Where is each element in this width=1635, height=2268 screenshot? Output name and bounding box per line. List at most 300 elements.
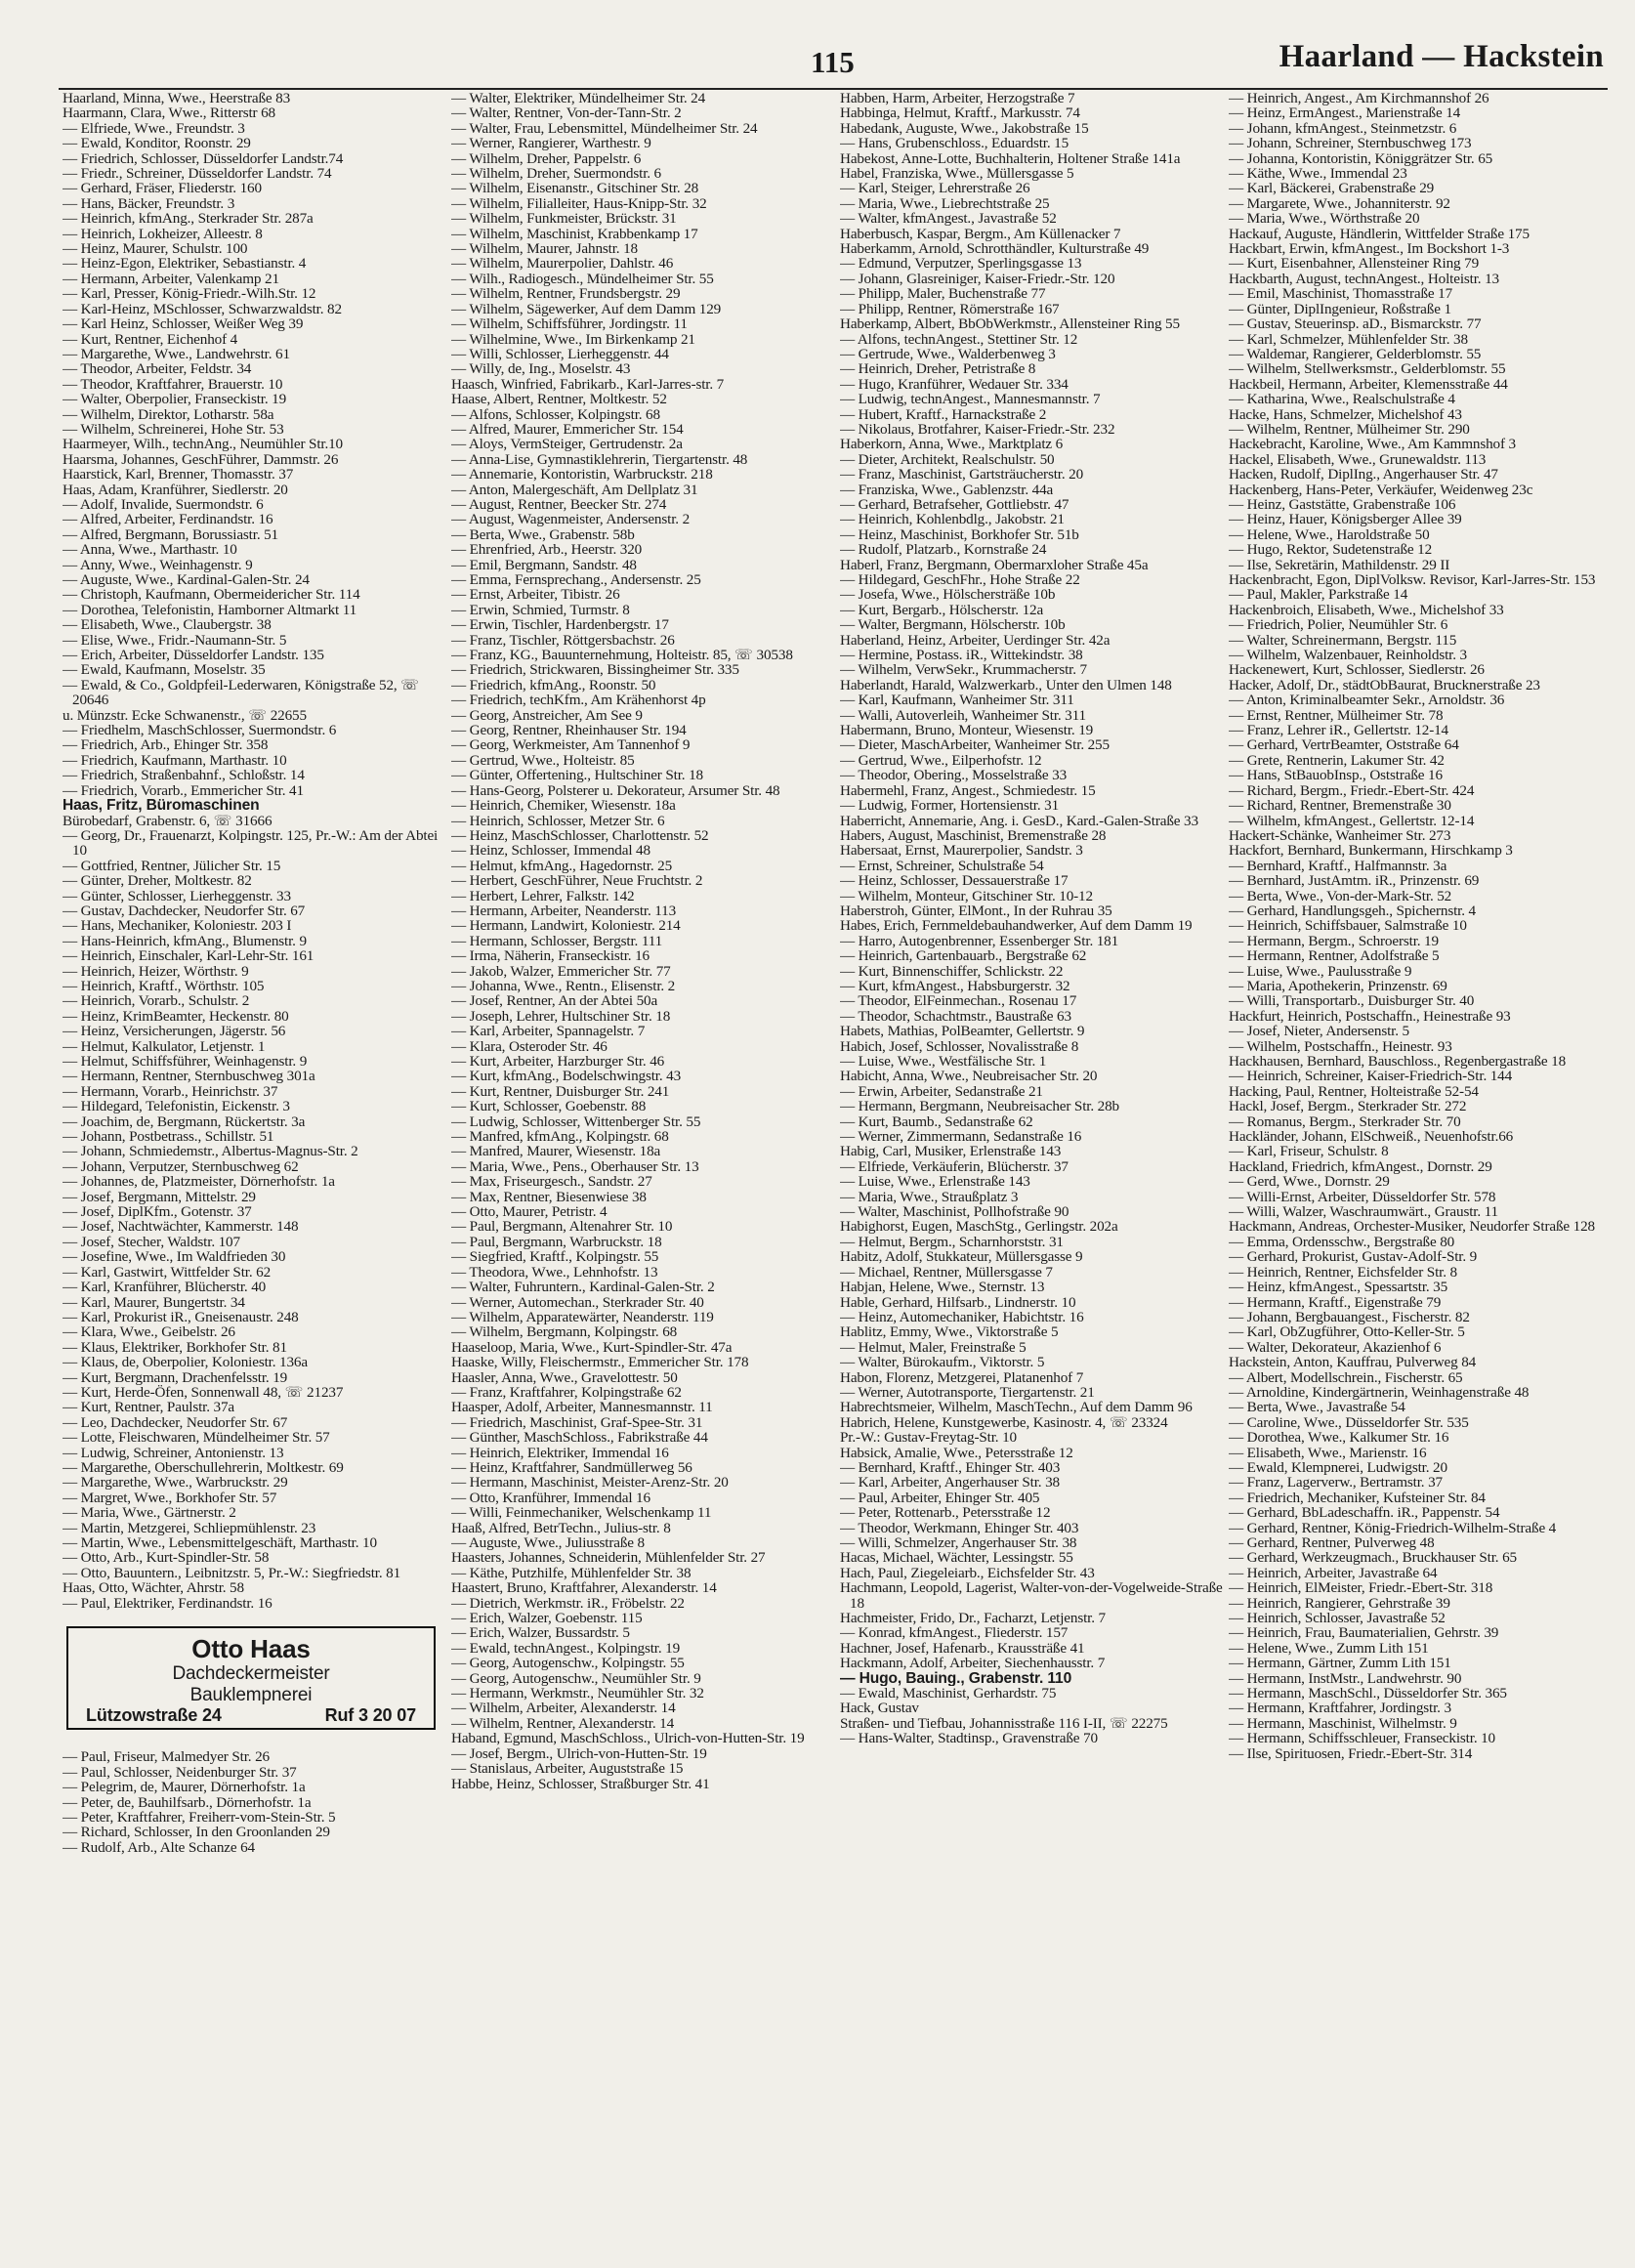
directory-entry: — Auguste, Wwe., Kardinal-Galen-Str. 24: [63, 572, 310, 588]
directory-entry: — Kurt, Rentner, Eichenhof 4: [63, 331, 238, 347]
directory-entry: — Elfriede, Verkäuferin, Blücherstr. 37: [840, 1158, 1069, 1175]
directory-entry: Hacas, Michael, Wächter, Lessingstr. 55: [840, 1550, 1073, 1566]
directory-entry: — Hans-Georg, Polsterer u. Dekorateur, Arsumer Str. 48: [451, 782, 780, 799]
directory-entry: Habbe, Heinz, Schlosser, Straßburger Str. 41: [451, 1776, 710, 1791]
directory-entry: — Johann, Verputzer, Sternbuschweg 62: [63, 1158, 299, 1175]
directory-entry: Habitz, Adolf, Stukkateur, Müllersgasse 9: [840, 1249, 1083, 1265]
directory-entry: — Maria, Wwe., Pens., Oberhauser Str. 13: [451, 1158, 699, 1175]
directory-entry: — Friedrich, Vorarb., Emmericher Str. 41: [63, 782, 304, 799]
directory-entry: — Ilse, Spirituosen, Friedr.-Ebert-Str. 314: [1229, 1745, 1473, 1762]
directory-entry: — Heinz, Maschinist, Borkhofer Str. 51b: [840, 526, 1079, 543]
directory-entry: — Emma, Ordensschw., Bergstraße 80: [1229, 1234, 1455, 1250]
directory-entry: — Paul, Makler, Parkstraße 14: [1229, 587, 1408, 603]
directory-entry: — Heinz, Versicherungen, Jägerstr. 56: [63, 1024, 286, 1039]
directory-entry: Habsick, Amalie, Wwe., Petersstraße 12: [840, 1445, 1073, 1460]
directory-entry: — Friedrich, Strickwaren, Bissingheimer Str. 335: [451, 662, 739, 678]
directory-entry: — Richard, Bergm., Friedr.-Ebert-Str. 424: [1229, 782, 1475, 799]
directory-entry: Hackenberg, Hans-Peter, Verkäufer, Weidenweg 23c: [1229, 482, 1533, 497]
directory-entry: Habon, Florenz, Metzgerei, Platanenhof 7: [840, 1369, 1084, 1385]
directory-entry: — Hermann, Landwirt, Koloniestr. 214: [451, 918, 681, 934]
directory-entry: — Hans, Mechaniker, Koloniestr. 203 I: [63, 918, 292, 934]
directory-entry: — Elise, Wwe., Fridr.-Naumann-Str. 5: [63, 632, 287, 649]
directory-entry: — Helmut, Maler, Freinstraße 5: [840, 1339, 1027, 1356]
directory-entry: — Katharina, Wwe., Realschulstraße 4: [1229, 392, 1455, 407]
directory-entry: Hackbart, Erwin, kfmAngest., Im Bockshort 1-3: [1229, 241, 1510, 257]
directory-entry: — Alfons, Schlosser, Kolpingstr. 68: [451, 406, 660, 422]
directory-entry: — Erich, Walzer, Goebenstr. 115: [451, 1611, 643, 1626]
directory-entry: Haberland, Heinz, Arbeiter, Uerdinger Str. 42a: [840, 632, 1111, 649]
directory-entry: — Hermann, InstMstr., Landwehrstr. 90: [1229, 1670, 1462, 1687]
directory-entry: — Wilhelmine, Wwe., Im Birkenkamp 21: [451, 331, 695, 347]
directory-entry: — Heinz, ErmAngest., Marienstraße 14: [1229, 105, 1461, 121]
directory-entry: — Joseph, Lehrer, Hultschiner Str. 18: [451, 1008, 671, 1025]
directory-entry: — Heinz, Gaststätte, Grabenstraße 106: [1229, 496, 1456, 513]
directory-entry: — Friedhelm, MaschSchlosser, Suermondstr. 6: [63, 723, 337, 738]
directory-entry: — Paul, Friseur, Malmedyer Str. 26: [63, 1749, 270, 1765]
directory-entry: — Dorothea, Telefonistin, Hamborner Altmarkt 11: [63, 602, 357, 618]
directory-entry: — Willi, Schlosser, Lierheggenstr. 44: [451, 346, 669, 362]
directory-entry: — Wilhelm, Stellwerksmstr., Gelderblomstr. 55: [1229, 361, 1506, 377]
directory-entry: Hable, Gerhard, Hilfsarb., Lindnerstr. 10: [840, 1294, 1076, 1310]
directory-entry: — Friedrich, Straßenbahnf., Schloßstr. 14: [63, 768, 305, 783]
directory-entry: Habrich, Helene, Kunstgewerbe, Kasinostr. 4, ☏ 23324: [840, 1414, 1168, 1431]
directory-entry: — Johann, Postbetrass., Schillstr. 51: [63, 1129, 274, 1145]
directory-entry: Habicht, Anna, Wwe., Neubreisacher Str. 20: [840, 1069, 1098, 1084]
directory-entry: — Hermann, Arbeiter, Valenkamp 21: [63, 271, 279, 287]
directory-entry: — Josef, Rentner, An der Abtei 50a: [451, 993, 658, 1009]
directory-entry: Habermann, Bruno, Monteur, Wiesenstr. 19: [840, 723, 1094, 738]
directory-entry: — Kurt, Rentner, Duisburger Str. 241: [451, 1083, 670, 1100]
directory-entry: Haasler, Anna, Wwe., Gravelottestr. 50: [451, 1369, 678, 1385]
directory-entry: — Ilse, Sekretärin, Mathildenstr. 29 II: [1229, 557, 1450, 572]
directory-entry: — Franziska, Wwe., Gablenzstr. 44a: [840, 482, 1054, 497]
directory-entry: — Heinrich, Dreher, Petristraße 8: [840, 361, 1036, 377]
directory-entry: — Gerhard, Werkzeugmach., Bruckhauser Str. 65: [1229, 1550, 1517, 1566]
directory-entry: — Maria, Wwe., Gärtnerstr. 2: [63, 1505, 236, 1521]
directory-entry: Hackl, Josef, Bergm., Sterkrader Str. 272: [1229, 1099, 1467, 1114]
directory-entry: Haas, Otto, Wächter, Ahrstr. 58: [63, 1580, 244, 1596]
directory-entry: — Walter, Maschinist, Pollhofstraße 90: [840, 1204, 1069, 1220]
directory-entry: — Hermann, Kraftf., Eigenstraße 79: [1229, 1294, 1442, 1310]
directory-entry: — Alfons, technAngest., Stettiner Str. 12: [840, 331, 1078, 347]
directory-entry: — Walter, Oberpolier, Franseckistr. 19: [63, 392, 287, 407]
directory-entry: — Johann, kfmAngest., Steinmetzstr. 6: [1229, 120, 1457, 137]
directory-entry: — Wilhelm, Dreher, Suermondstr. 6: [451, 166, 662, 182]
directory-entry: — Ewald, Konditor, Roonstr. 29: [63, 136, 251, 151]
directory-entry: — Hans-Heinrich, kfmAng., Blumenstr. 9: [63, 933, 307, 949]
directory-entry: — Josef, Bergm., Ulrich-von-Hutten-Str. 19: [451, 1745, 707, 1762]
directory-entry: — Emma, Fernsprechang., Andersenstr. 25: [451, 572, 701, 588]
directory-entry: Hackenbroich, Elisabeth, Wwe., Michelshof 33: [1229, 602, 1504, 618]
directory-entry: — Philipp, Rentner, Römerstraße 167: [840, 301, 1060, 317]
directory-entry: — Siegfried, Kraftf., Kolpingstr. 55: [451, 1249, 659, 1265]
page-header: [59, 37, 1608, 90]
directory-entry: Hackenewert, Kurt, Schlosser, Siedlerstr. 26: [1229, 662, 1485, 678]
directory-entry: — Heinrich, Elektriker, Immendal 16: [451, 1445, 669, 1460]
directory-entry: — Luise, Wwe., Paulusstraße 9: [1229, 963, 1412, 979]
directory-entry: — Heinz, kfmAngest., Spessartstr. 35: [1229, 1280, 1448, 1295]
directory-entry: — Gerhard, BbLadeschaffn. iR., Pappenstr. 54: [1229, 1505, 1500, 1521]
directory-entry: — Gertrud, Wwe., Eilperhofstr. 12: [840, 752, 1042, 769]
directory-entry: Haarmann, Clara, Wwe., Ritterstr 68: [63, 105, 275, 121]
directory-entry: — Otto, Kranführer, Immendal 16: [451, 1490, 650, 1506]
directory-entry: — Helene, Wwe., Haroldstraße 50: [1229, 526, 1430, 543]
directory-entry: Habich, Josef, Schlosser, Novalisstraße 8: [840, 1038, 1079, 1054]
directory-entry: — Hermann, Rentner, Adolfstraße 5: [1229, 948, 1440, 964]
directory-entry: — Johann, Schreiner, Sternbuschweg 173: [1229, 136, 1472, 151]
directory-entry: Hachmeister, Frido, Dr., Facharzt, Letjenstr. 7: [840, 1611, 1106, 1626]
directory-entry: — Rudolf, Arb., Alte Schanze 64: [63, 1839, 255, 1856]
directory-entry: — Paul, Bergmann, Warbruckstr. 18: [451, 1234, 662, 1250]
directory-entry: Straßen- und Tiefbau, Johannisstraße 116 I-II, ☏ 22275: [840, 1715, 1168, 1732]
directory-entry: — Theodor, ElFeinmechan., Rosenau 17: [840, 993, 1077, 1009]
directory-entry: — Friedrich, Kaufmann, Marthastr. 10: [63, 752, 287, 769]
directory-entry: — Arnoldine, Kindergärtnerin, Weinhagenstraße 48: [1229, 1384, 1530, 1401]
directory-entry: — Willi, Transportarb., Duisburger Str. 40: [1229, 993, 1475, 1009]
ad-title: Otto Haas: [191, 1634, 311, 1664]
directory-entry: — Josefa, Wwe., Hölschersträße 10b: [840, 587, 1056, 603]
directory-entry: Habes, Erich, Fernmeldebauhandwerker, Auf dem Damm 19: [840, 918, 1193, 934]
directory-entry: — Helmut, kfmAng., Hagedornstr. 25: [451, 858, 673, 874]
directory-entry: — Heinrich, Heizer, Wörthstr. 9: [63, 963, 249, 979]
directory-entry: — Theodor, Arbeiter, Feldstr. 34: [63, 361, 252, 377]
directory-entry: — Auguste, Wwe., Juliusstraße 8: [451, 1535, 645, 1551]
directory-entry: Hackbeil, Hermann, Arbeiter, Klemensstraße 44: [1229, 376, 1508, 393]
directory-entry: Haasper, Adolf, Arbeiter, Mannesmannstr. 11: [451, 1400, 713, 1415]
directory-entry: — Walli, Autoverleih, Wanheimer Str. 311: [840, 707, 1086, 724]
directory-entry: — Hermann, Schlosser, Bergstr. 111: [451, 933, 663, 949]
directory-entry: Haaseloop, Maria, Wwe., Kurt-Spindler-Str. 47a: [451, 1339, 733, 1356]
directory-entry: — Franz, KG., Bauunternehmung, Holteistr. 85, ☏ 30538: [451, 648, 793, 663]
directory-entry: — Heinz, Hauer, Königsberger Allee 39: [1229, 512, 1462, 527]
directory-entry: — Hermann, Arbeiter, Neanderstr. 113: [451, 903, 677, 919]
directory-entry: — Leo, Dachdecker, Neudorfer Str. 67: [63, 1414, 288, 1431]
directory-entry: — Friedr., Schreiner, Düsseldorfer Landstr. 74: [63, 166, 332, 182]
directory-entry: — Franz, Lehrer iR., Gellertstr. 12-14: [1229, 723, 1449, 738]
directory-entry: — Alfred, Maurer, Emmericher Str. 154: [451, 421, 684, 438]
directory-entry: — Franz, Kraftfahrer, Kolpingstraße 62: [451, 1384, 682, 1401]
directory-entry: — Heinz, Maurer, Schulstr. 100: [63, 241, 248, 257]
directory-entry: — Kurt, Schlosser, Goebenstr. 88: [451, 1099, 647, 1114]
directory-entry: — Hildegard, Telefonistin, Eickenstr. 3: [63, 1099, 290, 1114]
directory-entry: Haas, Adam, Kranführer, Siedlerstr. 20: [63, 482, 288, 497]
directory-entry: — Dieter, Architekt, Realschulstr. 50: [840, 451, 1055, 468]
directory-entry: — August, Rentner, Beecker Str. 274: [451, 496, 667, 513]
directory-entry: — Werner, Automechan., Sterkrader Str. 40: [451, 1294, 704, 1310]
directory-entry: — Gerhard, Fräser, Fliederstr. 160: [63, 181, 262, 196]
directory-entry: — Heinrich, Frau, Baumaterialien, Gehrstr. 39: [1229, 1625, 1499, 1641]
directory-entry: — Klara, Osteroder Str. 46: [451, 1038, 608, 1054]
directory-entry: — Hans, StBauobInsp., Oststraße 16: [1229, 768, 1443, 783]
directory-entry: Haberlandt, Harald, Walzwerkarb., Unter den Ulmen 148: [840, 677, 1172, 693]
directory-entry: — Karl, Bäckerei, Grabenstraße 29: [1229, 181, 1435, 196]
directory-entry: — Ludwig, Schlosser, Wittenberger Str. 55: [451, 1113, 701, 1130]
directory-entry: Hackland, Friedrich, kfmAngest., Dornstr. 29: [1229, 1158, 1492, 1175]
directory-entry: — Georg, Autogenschw., Kolpingstr. 55: [451, 1656, 685, 1671]
directory-entry: — Peter, de, Bauhilfsarb., Dörnerhofstr. 1a: [63, 1794, 312, 1811]
directory-entry: Habedank, Auguste, Wwe., Jakobstraße 15: [840, 120, 1089, 137]
directory-entry: — Heinz, KrimBeamter, Heckenstr. 80: [63, 1008, 289, 1025]
directory-entry: — Edmund, Verputzer, Sperlingsgasse 13: [840, 256, 1082, 272]
directory-entry: Hackbarth, August, technAngest., Holteistr. 13: [1229, 271, 1499, 287]
directory-entry: — Gerhard, VertrBeamter, Oststraße 64: [1229, 737, 1459, 753]
directory-entry: — Ewald, technAngest., Kolpingstr. 19: [451, 1640, 681, 1657]
directory-entry: — Hermann, Kraftfahrer, Jordingstr. 3: [1229, 1701, 1451, 1716]
directory-entry: Hachner, Josef, Hafenarb., Kraussträße 41: [840, 1640, 1085, 1657]
directory-entry: — Caroline, Wwe., Düsseldorfer Str. 535: [1229, 1414, 1469, 1431]
directory-entry: — Josef, Nachtwächter, Kammerstr. 148: [63, 1219, 299, 1235]
directory-entry: Habersaat, Ernst, Maurerpolier, Sandstr. 3: [840, 843, 1083, 859]
directory-entry: — Hermann, Bergm., Schroerstr. 19: [1229, 933, 1439, 949]
directory-entry: — Karl, Friseur, Schulstr. 8: [1229, 1144, 1389, 1159]
directory-entry: — Otto, Bauuntern., Leibnitzstr. 5, Pr.-W.: Siegfriedstr. 81: [63, 1565, 401, 1581]
directory-entry: — Georg, Autogenschw., Neumühler Str. 9: [451, 1670, 701, 1687]
directory-entry: — Gustav, Steuerinsp. aD., Bismarckstr. 77: [1229, 316, 1482, 332]
directory-entry: — Gerhard, Betrafseher, Gottliebstr. 47: [840, 496, 1069, 513]
directory-entry: — Karl, Arbeiter, Spannagelstr. 7: [451, 1024, 646, 1039]
directory-entry: — Emil, Maschinist, Thomasstraße 17: [1229, 286, 1453, 302]
directory-entry: — Heinrich, Kohlenbdlg., Jakobstr. 21: [840, 512, 1065, 527]
directory-entry: — Walter, Rentner, Von-der-Tann-Str. 2: [451, 105, 682, 121]
directory-entry: — Walter, kfmAngest., Javastraße 52: [840, 211, 1057, 227]
directory-entry: — Wilhelm, Funkmeister, Brückstr. 31: [451, 211, 677, 227]
directory-entry: — Lotte, Fleischwaren, Mündelheimer Str. 57: [63, 1430, 330, 1446]
directory-entry: — Wilhelm, Arbeiter, Alexanderstr. 14: [451, 1701, 676, 1716]
directory-entry: — Hermann, Vorarb., Heinrichstr. 37: [63, 1083, 278, 1100]
directory-entry: — Willi, Feinmechaniker, Welschenkamp 11: [451, 1505, 712, 1521]
directory-entry: — Hermann, Werkmstr., Neumühler Str. 32: [451, 1686, 704, 1701]
directory-entry: Hackauf, Auguste, Händlerin, Wittfelder Straße 175: [1229, 226, 1530, 242]
directory-entry: — Gottfried, Rentner, Jülicher Str. 15: [63, 858, 281, 874]
directory-entry: — Rudolf, Platzarb., Kornstraße 24: [840, 542, 1047, 558]
directory-entry: — Heinrich, Chemiker, Wiesenstr. 18a: [451, 798, 676, 814]
directory-entry: — Helene, Wwe., Zumm Lith 151: [1229, 1640, 1429, 1657]
directory-entry: — Heinz-Egon, Elektriker, Sebastianstr. 4: [63, 256, 307, 272]
directory-entry: — Karl, Steiger, Lehrerstraße 26: [840, 181, 1030, 196]
directory-entry: — Günter, Schlosser, Lierheggenstr. 33: [63, 888, 291, 903]
directory-entry: — Willi, Schmelzer, Angerhauser Str. 38: [840, 1535, 1077, 1551]
directory-entry: — Aloys, VermSteiger, Gertrudenstr. 2a: [451, 437, 683, 452]
directory-entry: — Hans-Walter, Stadtinsp., Gravenstraße 70: [840, 1731, 1098, 1746]
directory-entry: — Ludwig, Former, Hortensienstr. 31: [840, 798, 1060, 814]
directory-entry: — Hans, Bäcker, Freundstr. 3: [63, 195, 235, 212]
directory-entry: — Gerhard, Prokurist, Gustav-Adolf-Str. 9: [1229, 1249, 1478, 1265]
directory-entry: — Grete, Rentnerin, Lakumer Str. 42: [1229, 752, 1445, 769]
directory-entry: — Anton, Malergeschäft, Am Dellplatz 31: [451, 482, 698, 497]
directory-entry: Haarsma, Johannes, GeschFührer, Dammstr. 26: [63, 451, 339, 468]
directory-entry: — Heinrich, Angest., Am Kirchmannshof 26: [1229, 91, 1489, 106]
directory-entry: — Josef, Bergmann, Mittelstr. 29: [63, 1189, 256, 1205]
directory-entry: — Josef, DiplKfm., Gotenstr. 37: [63, 1204, 252, 1220]
directory-entry: — Alfred, Bergmann, Borussiastr. 51: [63, 526, 278, 543]
directory-entry: — Ludwig, Schreiner, Antonienstr. 13: [63, 1445, 284, 1460]
directory-entry: — Wilhelm, Direktor, Lotharstr. 58a: [63, 406, 274, 422]
directory-entry: — Friedrich, Maschinist, Graf-Spee-Str. 31: [451, 1414, 703, 1431]
directory-entry: — Richard, Schlosser, In den Groonlanden 29: [63, 1825, 330, 1840]
directory-entry: Haastert, Bruno, Kraftfahrer, Alexanderstr. 14: [451, 1580, 717, 1596]
directory-entry: — Kurt, Baumb., Sedanstraße 62: [840, 1113, 1033, 1130]
directory-entry: — Wilhelm, Monteur, Gitschiner Str. 10-12: [840, 888, 1093, 903]
directory-entry: — Waldemar, Rangierer, Gelderblomstr. 55: [1229, 346, 1482, 362]
directory-column-2: [451, 91, 834, 1855]
directory-entry: — Wilhelm, Maschinist, Krabbenkamp 17: [451, 226, 698, 242]
directory-entry: Haberstroh, Günter, ElMont., In der Ruhrau 35: [840, 903, 1112, 919]
directory-entry: — Josef, Nieter, Andersenstr. 5: [1229, 1024, 1409, 1039]
directory-entry: — Romanus, Bergm., Sterkrader Str. 70: [1229, 1113, 1461, 1130]
directory-entry: — Käthe, Wwe., Immendal 23: [1229, 166, 1407, 182]
directory-entry: — Theodor, Schachtmstr., Baustraße 63: [840, 1008, 1071, 1025]
directory-entry: Hacker, Adolf, Dr., städtObBaurat, Brucknerstraße 23: [1229, 677, 1540, 693]
directory-entry: — Wilhelm, Maurer, Jahnstr. 18: [451, 241, 638, 257]
directory-entry: — Günter, Offertening., Hultschiner Str. 18: [451, 768, 703, 783]
directory-entry: — Gerd, Wwe., Dornstr. 29: [1229, 1174, 1390, 1190]
directory-entry: — Heinrich, ElMeister, Friedr.-Ebert-Str. 318: [1229, 1580, 1493, 1596]
directory-entry: — Ludwig, technAngest., Mannesmannstr. 7: [840, 392, 1101, 407]
directory-entry: — Hermann, Gärtner, Zumm Lith 151: [1229, 1656, 1451, 1671]
directory-entry: — Hugo, Bauing., Grabenstr. 110: [840, 1670, 1072, 1687]
directory-entry: — Käthe, Putzhilfe, Mühlenfelder Str. 38: [451, 1565, 692, 1581]
directory-entry: — Harro, Autogenbrenner, Essenberger Str. 181: [840, 933, 1119, 949]
directory-entry: Habermehl, Franz, Angest., Schmiedestr. 15: [840, 782, 1096, 799]
directory-entry: — Heinrich, Vorarb., Schulstr. 2: [63, 993, 250, 1009]
directory-entry: — Ernst, Arbeiter, Tibistr. 26: [451, 587, 620, 603]
directory-entry: — Elisabeth, Wwe., Marienstr. 16: [1229, 1445, 1427, 1460]
ad-phone: Ruf 3 20 07: [324, 1705, 416, 1726]
directory-entry: — Paul, Arbeiter, Ehinger Str. 405: [840, 1490, 1040, 1506]
directory-entry: — Max, Friseurgesch., Sandstr. 27: [451, 1174, 652, 1190]
directory-entry: Haberl, Franz, Bergmann, Obermarxloher Straße 45a: [840, 557, 1149, 572]
directory-entry: — Maria, Wwe., Wörthstraße 20: [1229, 211, 1420, 227]
directory-column-4: [1229, 91, 1612, 1855]
directory-entry: Hackmann, Andreas, Orchester-Musiker, Neudorfer Straße 128: [1229, 1219, 1596, 1235]
directory-entry: — Maria, Wwe., Liebrechtstraße 25: [840, 195, 1050, 212]
directory-entry: — Maria, Wwe., Straußplatz 3: [840, 1189, 1019, 1205]
directory-entry: — Helmut, Kalkulator, Letjenstr. 1: [63, 1038, 266, 1054]
directory-entry: — Adolf, Invalide, Suermondstr. 6: [63, 496, 264, 513]
directory-entry: Habets, Mathias, PolBeamter, Gellertstr. 9: [840, 1024, 1085, 1039]
directory-entry: — Paul, Elektriker, Ferdinandstr. 16: [63, 1595, 272, 1612]
directory-entry: Hacke, Hans, Schmelzer, Michelshof 43: [1229, 406, 1462, 422]
directory-entry: — Karl, ObZugführer, Otto-Keller-Str. 5: [1229, 1324, 1465, 1340]
directory-entry: — Margarethe, Wwe., Landwehrstr. 61: [63, 346, 290, 362]
directory-entry: — Dietrich, Werkmstr. iR., Fröbelstr. 22: [451, 1595, 685, 1612]
directory-entry: — Berta, Wwe., Javastraße 54: [1229, 1400, 1405, 1415]
directory-entry: — Bernhard, Kraftf., Halfmannstr. 3a: [1229, 858, 1447, 874]
directory-entry: Haberkamm, Arnold, Schrotthändler, Kulturstraße 49: [840, 241, 1150, 257]
advertisement-box: [66, 1626, 436, 1730]
directory-entry: — Helmut, Bergm., Scharnhorststr. 31: [840, 1234, 1064, 1250]
directory-entry: Haaske, Willy, Fleischermstr., Emmericher Str. 178: [451, 1355, 749, 1370]
directory-entry: — Karl-Heinz, MSchlosser, Schwarzwaldstr. 82: [63, 301, 342, 317]
directory-entry: — Theodora, Wwe., Lehnhofstr. 13: [451, 1264, 658, 1281]
directory-entry: — Maria, Apothekerin, Prinzenstr. 69: [1229, 978, 1447, 994]
directory-entry: — Heinrich, kfmAng., Sterkrader Str. 287a: [63, 211, 314, 227]
directory-entry: — Wilh., Radiogesch., Mündelheimer Str. 55: [451, 271, 714, 287]
directory-column-3: [840, 91, 1223, 1855]
directory-entry: Haarstick, Karl, Brenner, Thomasstr. 37: [63, 467, 294, 483]
directory-entry: Haase, Albert, Rentner, Moltkestr. 52: [451, 392, 667, 407]
directory-entry: — Gerhard, Rentner, Pulverweg 48: [1229, 1535, 1435, 1551]
directory-entry: — Heinrich, Lokheizer, Alleestr. 8: [63, 226, 263, 242]
directory-entry: — Heinrich, Schlosser, Javastraße 52: [1229, 1611, 1446, 1626]
directory-entry: — Werner, Rangierer, Warthestr. 9: [451, 136, 651, 151]
directory-entry: — Kurt, kfmAngest., Habsburgerstr. 32: [840, 978, 1070, 994]
directory-entry: — Herbert, Lehrer, Falkstr. 142: [451, 888, 635, 903]
directory-entry: — Wilhelm, Rentner, Mülheimer Str. 290: [1229, 421, 1470, 438]
directory-entry: — Stanislaus, Arbeiter, Auguststraße 15: [451, 1761, 684, 1777]
directory-entry: — Ehrenfried, Arb., Heerstr. 320: [451, 542, 643, 558]
directory-entry: — Josef, Stecher, Waldstr. 107: [63, 1234, 240, 1250]
directory-entry: — Elfriede, Wwe., Freundstr. 3: [63, 120, 245, 137]
directory-entry: — Gertrude, Wwe., Walderbenweg 3: [840, 346, 1056, 362]
directory-entry: — Erwin, Schmied, Turmstr. 8: [451, 602, 630, 618]
directory-entry: — Walter, Bürokaufm., Viktorstr. 5: [840, 1355, 1045, 1370]
directory-entry: — Heinz, Schlosser, Immendal 48: [451, 843, 650, 859]
directory-entry: Haas, Fritz, Büromaschinen: [63, 798, 260, 814]
directory-entry: — Kurt, kfmAng., Bodelschwingstr. 43: [451, 1069, 682, 1084]
directory-entry: — Georg, Werkmeister, Am Tannenhof 9: [451, 737, 691, 753]
directory-entry: — Walter, Elektriker, Mündelheimer Str. 24: [451, 91, 706, 106]
directory-entry: Habig, Carl, Musiker, Erlenstraße 143: [840, 1144, 1062, 1159]
directory-entry: — Franz, Tischler, Röttgersbachstr. 26: [451, 632, 675, 649]
directory-entry: — Wilhelm, kfmAngest., Gellertstr. 12-14: [1229, 813, 1475, 828]
directory-entry: Hack, Gustav: [840, 1701, 919, 1716]
directory-entry: — Franz, Maschinist, Gartsträucherstr. 20: [840, 467, 1084, 483]
directory-entry: — Ernst, Schreiner, Schulstraße 54: [840, 858, 1044, 874]
directory-entry: Haasters, Johannes, Schneiderin, Mühlenfelder Str. 27: [451, 1550, 766, 1566]
directory-entry: Hacking, Paul, Rentner, Holteistraße 52-54: [1229, 1083, 1479, 1100]
directory-entry: — Werner, Zimmermann, Sedanstraße 16: [840, 1129, 1082, 1145]
directory-entry: — Erwin, Arbeiter, Sedanstraße 21: [840, 1083, 1043, 1100]
header-name-range: Haarland — Hackstein: [1279, 39, 1604, 74]
directory-entry: — Manfred, Maurer, Wiesenstr. 18a: [451, 1144, 661, 1159]
directory-entry: — Erwin, Tischler, Hardenbergstr. 17: [451, 617, 669, 633]
ad-address: Lützowstraße 24: [86, 1705, 222, 1726]
directory-entry: — Christoph, Kaufmann, Obermeidericher Str. 114: [63, 587, 360, 603]
directory-entry: — Margarethe, Wwe., Warbruckstr. 29: [63, 1475, 288, 1491]
directory-entry: — Heinrich, Rangierer, Gehrstraße 39: [1229, 1595, 1450, 1612]
directory-entry: Hach, Paul, Ziegeleiarb., Eichsfelder Str. 43: [840, 1565, 1095, 1581]
directory-entry: — Wilhelm, Postschaffn., Heinestr. 93: [1229, 1038, 1452, 1054]
directory-entry: — Martin, Wwe., Lebensmittelgeschäft, Marthastr. 10: [63, 1535, 377, 1551]
directory-entry: Hackfurt, Heinrich, Postschaffn., Heinestraße 93: [1229, 1008, 1511, 1025]
directory-entry: — Bernhard, Kraftf., Ehinger Str. 403: [840, 1459, 1061, 1476]
directory-entry: — Günter, DiplIngenieur, Roßstraße 1: [1229, 301, 1451, 317]
directory-entry: — Walter, Frau, Lebensmittel, Mündelheimer Str. 24: [451, 120, 758, 137]
directory-entry: Hackländer, Johann, ElSchweiß., Neuenhofstr.66: [1229, 1129, 1514, 1145]
directory-entry: — Hermann, Bergmann, Neubreisacher Str. 28b: [840, 1099, 1119, 1114]
directory-entry: — Werner, Autotransporte, Tiergartenstr. 21: [840, 1384, 1095, 1401]
directory-entry: — Bernhard, JustAmtm. iR., Prinzenstr. 69: [1229, 873, 1480, 889]
directory-entry: — Margarethe, Oberschullehrerin, Moltkestr. 69: [63, 1459, 344, 1476]
directory-entry: — Margarete, Wwe., Johanniterstr. 92: [1229, 195, 1450, 212]
directory-entry: — Karl Heinz, Schlosser, Weißer Weg 39: [63, 316, 304, 332]
directory-column-1: [63, 91, 445, 1855]
directory-entry: — Hugo, Kranführer, Wedauer Str. 334: [840, 376, 1069, 393]
directory-entry: — Walter, Dekorateur, Akazienhof 6: [1229, 1339, 1442, 1356]
directory-entry: — Karl, Prokurist iR., Gneisenaustr. 248: [63, 1309, 299, 1325]
directory-entry: Haband, Egmund, MaschSchloss., Ulrich-von-Hutten-Str. 19: [451, 1731, 805, 1746]
directory-entry: — Kurt, Eisenbahner, Allensteiner Ring 79: [1229, 256, 1480, 272]
directory-entry: — Heinrich, Schlosser, Metzer Str. 6: [451, 813, 665, 828]
directory-entry: — Wilhelm, Bergmann, Kolpingstr. 68: [451, 1324, 678, 1340]
directory-entry: — Kurt, Bergmann, Drachenfelsstr. 19: [63, 1369, 288, 1385]
directory-entry: — Nikolaus, Brotfahrer, Kaiser-Friedr.-Str. 232: [840, 421, 1115, 438]
directory-entry: — Heinz, Kraftfahrer, Sandmüllerweg 56: [451, 1459, 692, 1476]
directory-entry: — Johann, Glasreiniger, Kaiser-Friedr.-Str. 120: [840, 271, 1115, 287]
directory-entry: — Wilhelm, Eisenanstr., Gitschiner Str. 28: [451, 181, 699, 196]
directory-entry: — Hubert, Kraftf., Harnackstraße 2: [840, 406, 1047, 422]
